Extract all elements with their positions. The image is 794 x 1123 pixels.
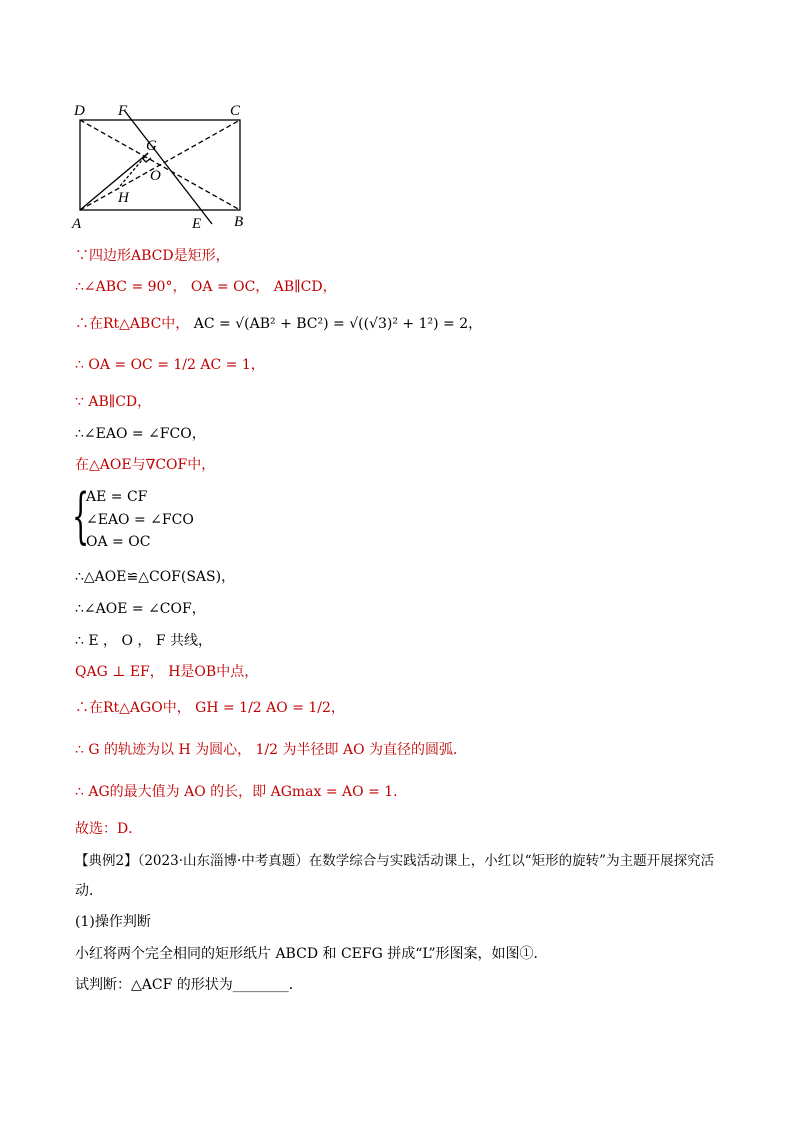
line-8: ∴△AOE≌△COF(SAS)，	[75, 569, 236, 585]
label-o: O	[150, 168, 161, 184]
line-3	[75, 314, 482, 334]
system-brace: {	[72, 481, 90, 551]
line-6: ∴∠EAO = ∠FCO，	[75, 426, 206, 442]
part-1-question: 试判断：△ACF 的形状为________．	[75, 977, 303, 993]
line-5: ∵ AB∥CD，	[75, 394, 152, 410]
example-2-heading-cont: 动．	[75, 883, 103, 899]
part-1-title: (1)操作判断	[75, 914, 151, 930]
label-e: E	[192, 216, 202, 232]
line-15: 故选：D．	[75, 821, 143, 837]
line-9: ∴∠AOE = ∠COF，	[75, 601, 206, 617]
line-3-prefix: ∴在Rt△ABC中，	[75, 316, 190, 332]
label-a: A	[72, 216, 82, 232]
geometry-figure	[70, 98, 270, 238]
line-10: ∴ E ， O ， F 共线，	[75, 633, 213, 649]
label-d: D	[74, 103, 85, 119]
label-f: F	[118, 103, 128, 119]
line-2: ∴∠ABC = 90°， OA = OC， AB∥CD，	[75, 279, 337, 295]
line-14: ∴ AG的最大值为 AO 的长，即 AGmax = AO = 1．	[75, 784, 408, 800]
system-eq-2: ∠EAO = ∠FCO	[86, 512, 194, 528]
label-g: G	[146, 138, 157, 154]
line-7: 在△AOE与∇COF中，	[75, 457, 216, 473]
label-c: C	[230, 103, 241, 119]
right-angle-mark	[142, 158, 151, 162]
system-eq-1: AE = CF	[86, 489, 148, 505]
line-11: QAG ⊥ EF， H是OB中点，	[75, 664, 259, 680]
line-12: ∴在Rt△AGO中， GH = 1/2 AO = 1/2，	[75, 700, 345, 716]
line-ef	[124, 110, 212, 224]
part-1-description: 小红将两个完全相同的矩形纸片 ABCD 和 CEFG 拼成“L”形图案，如图①．	[75, 946, 548, 962]
line-3-formula: AC = √(AB² + BC²) = √((√3)² + 1²) = 2，	[193, 316, 483, 332]
system-eq-3: OA = OC	[86, 534, 151, 550]
segment-gh	[120, 153, 148, 186]
line-13: ∴ G 的轨迹为以 H 为圆心， 1/2 为半径即 AO 为直径的圆弧．	[75, 742, 468, 758]
line-1: ∵四边形ABCD是矩形，	[75, 248, 230, 264]
segment-ag	[80, 153, 148, 210]
label-h: H	[118, 190, 129, 206]
example-2-heading: 【典例2】（2023·山东淄博·中考真题）在数学综合与实践活动课上，小红以“矩形的旋转”为主题开展探究活	[75, 853, 715, 869]
line-4: ∴ OA = OC = 1/2 AC = 1，	[75, 357, 265, 373]
label-b: B	[234, 214, 244, 230]
